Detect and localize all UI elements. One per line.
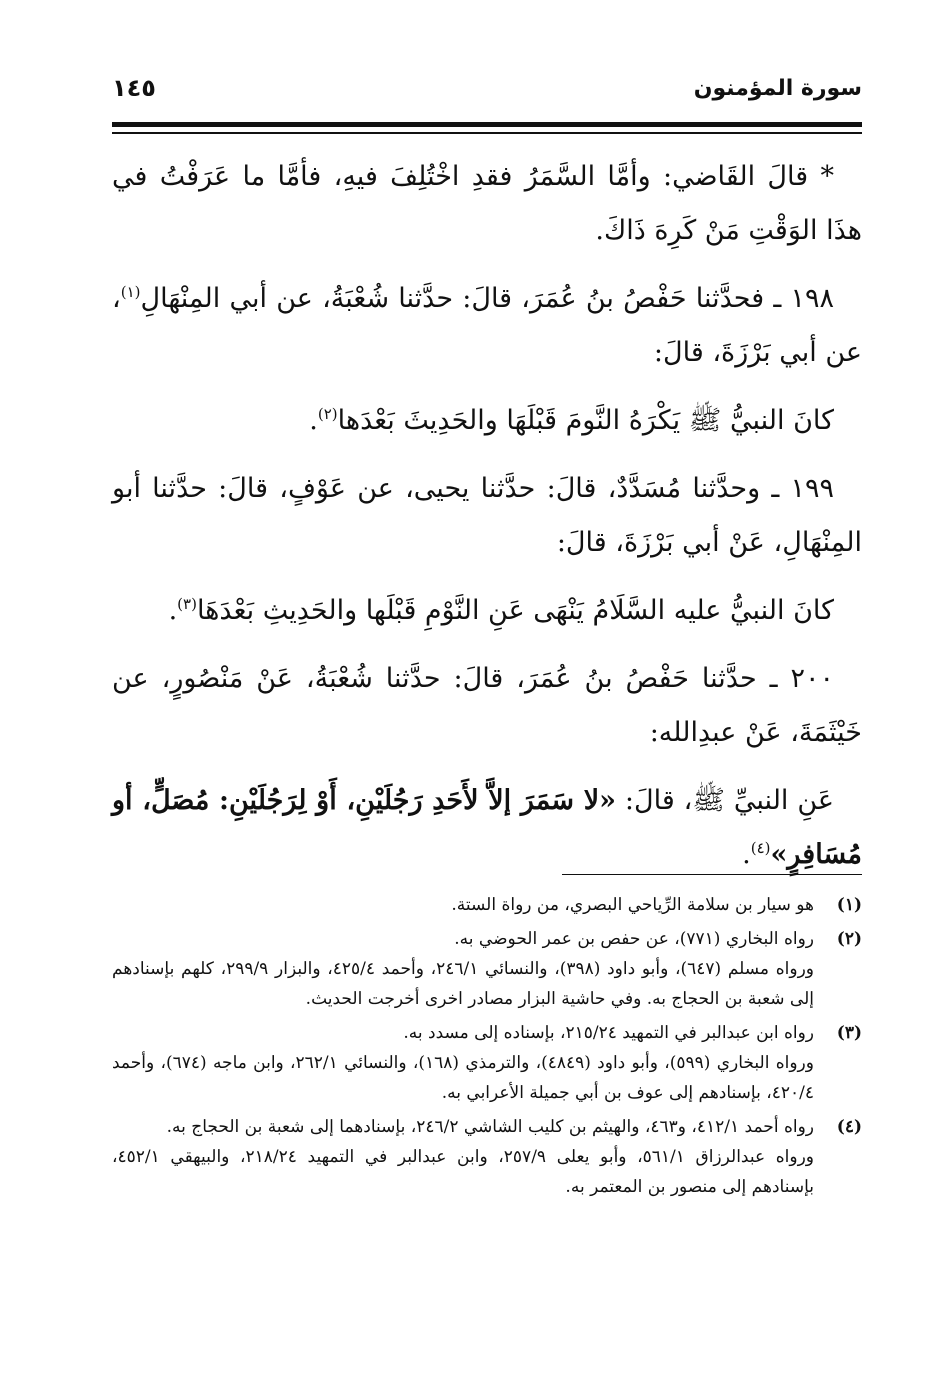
hadith-text-3: [112, 774, 862, 882]
footnote-line: ورواه عبدالرزاق ٥٦١/١، وأبو يعلى ٢٥٧/٩، وابن عبدالبر في التمهيد ٢١٨/٢٤، والبيهقي ٤٥٢/١، بإسنادهم إلى منصور بن المعتمر به.: [112, 1147, 815, 1197]
footnote-number: (٤): [836, 1117, 862, 1137]
footnote-separator: [562, 874, 862, 875]
footnote-line: رواه البخاري (٧٧١)، عن حفص بن عمر الحوضي به.: [454, 929, 814, 949]
isnad-199: [112, 462, 862, 570]
footnote-ref-1[interactable]: (١): [120, 283, 141, 301]
header-rule-thick: [112, 122, 862, 127]
footnote-line: ورواه مسلم (٦٤٧)، وأبو داود (٣٩٨)، والنسائي ٢٤٦/١، وأحمد ٤٢٥/٤، والبزار ٢٩٩/٩، كلهم بإسنادهم إلى شعبة بن الحجاج به. وفي حاشية البزار مصادر اخرى أخرجت الحديث.: [112, 959, 814, 1009]
hadith-1-text: كانَ النبيُّ ﷺ يَكْرَهُ النَّومَ قَبْلَهَا والحَدِيثَ بَعْدَها: [337, 405, 834, 436]
footnote-ref-2[interactable]: (٢): [317, 405, 338, 423]
footnote-line: هو سيار بن سلامة الرِّياحي البصري، من رواة الستة.: [451, 895, 814, 915]
isnad-198-text: ١٩٨ ـ فحدَّثنا حَفْصُ بنُ عُمَرَ، قالَ: حدَّثنا شُعْبَةُ، عن أبي المِنْهَالِ: [140, 283, 834, 314]
page-number: ١٤٥: [112, 74, 156, 102]
page-header: [112, 72, 862, 112]
footnotes: [112, 890, 862, 1206]
hadith-1-end: .: [309, 405, 318, 436]
hadith-3-end: .: [742, 839, 751, 870]
footnote-1: [112, 890, 862, 920]
footnote-2: [112, 924, 862, 1014]
footnote-line: ورواه البخاري (٥٩٩)، وأبو داود (٤٨٤٩)، والترمذي (١٦٨)، والنسائي ٢٦٢/١، وابن ماجه (٦٧٤)، وأحمد ٤٢٠/٤، بإسنادهم إلى عوف بن أبي جميلة الأعرابي به.: [112, 1053, 814, 1103]
hadith-3-matn: «لا سَمَرَ إلاَّ لأَحَدِ رَجُلَيْنِ، أَوْ لِرَجُلَيْنِ: مُصَلٍّ، أو مُسَافِرٍ»: [112, 785, 862, 870]
footnote-number: (٢): [836, 929, 862, 949]
hadith-3-lead: عَنِ النبيِّ ﷺ، قالَ:: [616, 785, 835, 816]
footnote-line: رواه ابن عبدالبر في التمهيد ٢١٥/٢٤، بإسناده إلى مسدد به.: [403, 1023, 814, 1043]
footnote-number: (١): [836, 895, 862, 915]
commentary-paragraph: [112, 150, 862, 258]
hadith-text-2: [112, 584, 862, 638]
commentary-text: * قالَ القَاضي: وأمَّا السَّمَرُ فقدِ اخْتُلِفَ فيهِ، فأمَّا ما عَرَفْتُ في هذَا الوَقْتِ مَنْ كَرِهَ ذَاكَ.: [112, 161, 862, 246]
main-text: [112, 150, 862, 896]
isnad-198-tail: ، عن أبي بَرْزَةَ، قالَ:: [112, 283, 862, 368]
footnote-number: (٣): [836, 1023, 862, 1043]
footnote-ref-3[interactable]: (٣): [177, 595, 197, 613]
isnad-199-text: ١٩٩ ـ وحدَّثنا مُسَدَّدٌ، قالَ: حدَّثنا يحيى، عن عَوْفٍ، قالَ: حدَّثنا أبو المِنْهَالِ، عَنْ أبي بَرْزَةَ، قالَ:: [112, 473, 862, 558]
isnad-198: [112, 272, 862, 380]
footnote-line: رواه أحمد ٤١٢/١، و٤٦٣، والهيثم بن كليب الشاشي ٢٤٦/٢، بإسنادهما إلى شعبة بن الحجاج به.: [166, 1117, 814, 1137]
header-rule-thin: [112, 132, 862, 134]
isnad-200-text: ٢٠٠ ـ حدَّثنا حَفْصُ بنُ عُمَرَ، قالَ: حدَّثنا شُعْبَةُ، عَنْ مَنْصُورٍ، عن خَيْثَمَةَ، عَنْ عبدِالله:: [112, 663, 862, 748]
footnote-4: [112, 1112, 862, 1202]
footnote-3: [112, 1018, 862, 1108]
hadith-2-text: كانَ النبيُّ عليه السَّلَامُ يَنْهَى عَنِ النَّوْمِ قَبْلَها والحَدِيثِ بَعْدَهَا: [196, 595, 834, 626]
hadith-text-1: [112, 394, 862, 448]
hadith-2-end: .: [168, 595, 178, 626]
surah-title: سورة المؤمنون: [693, 76, 862, 101]
isnad-200: [112, 652, 862, 760]
footnote-ref-4[interactable]: (٤): [750, 839, 771, 857]
